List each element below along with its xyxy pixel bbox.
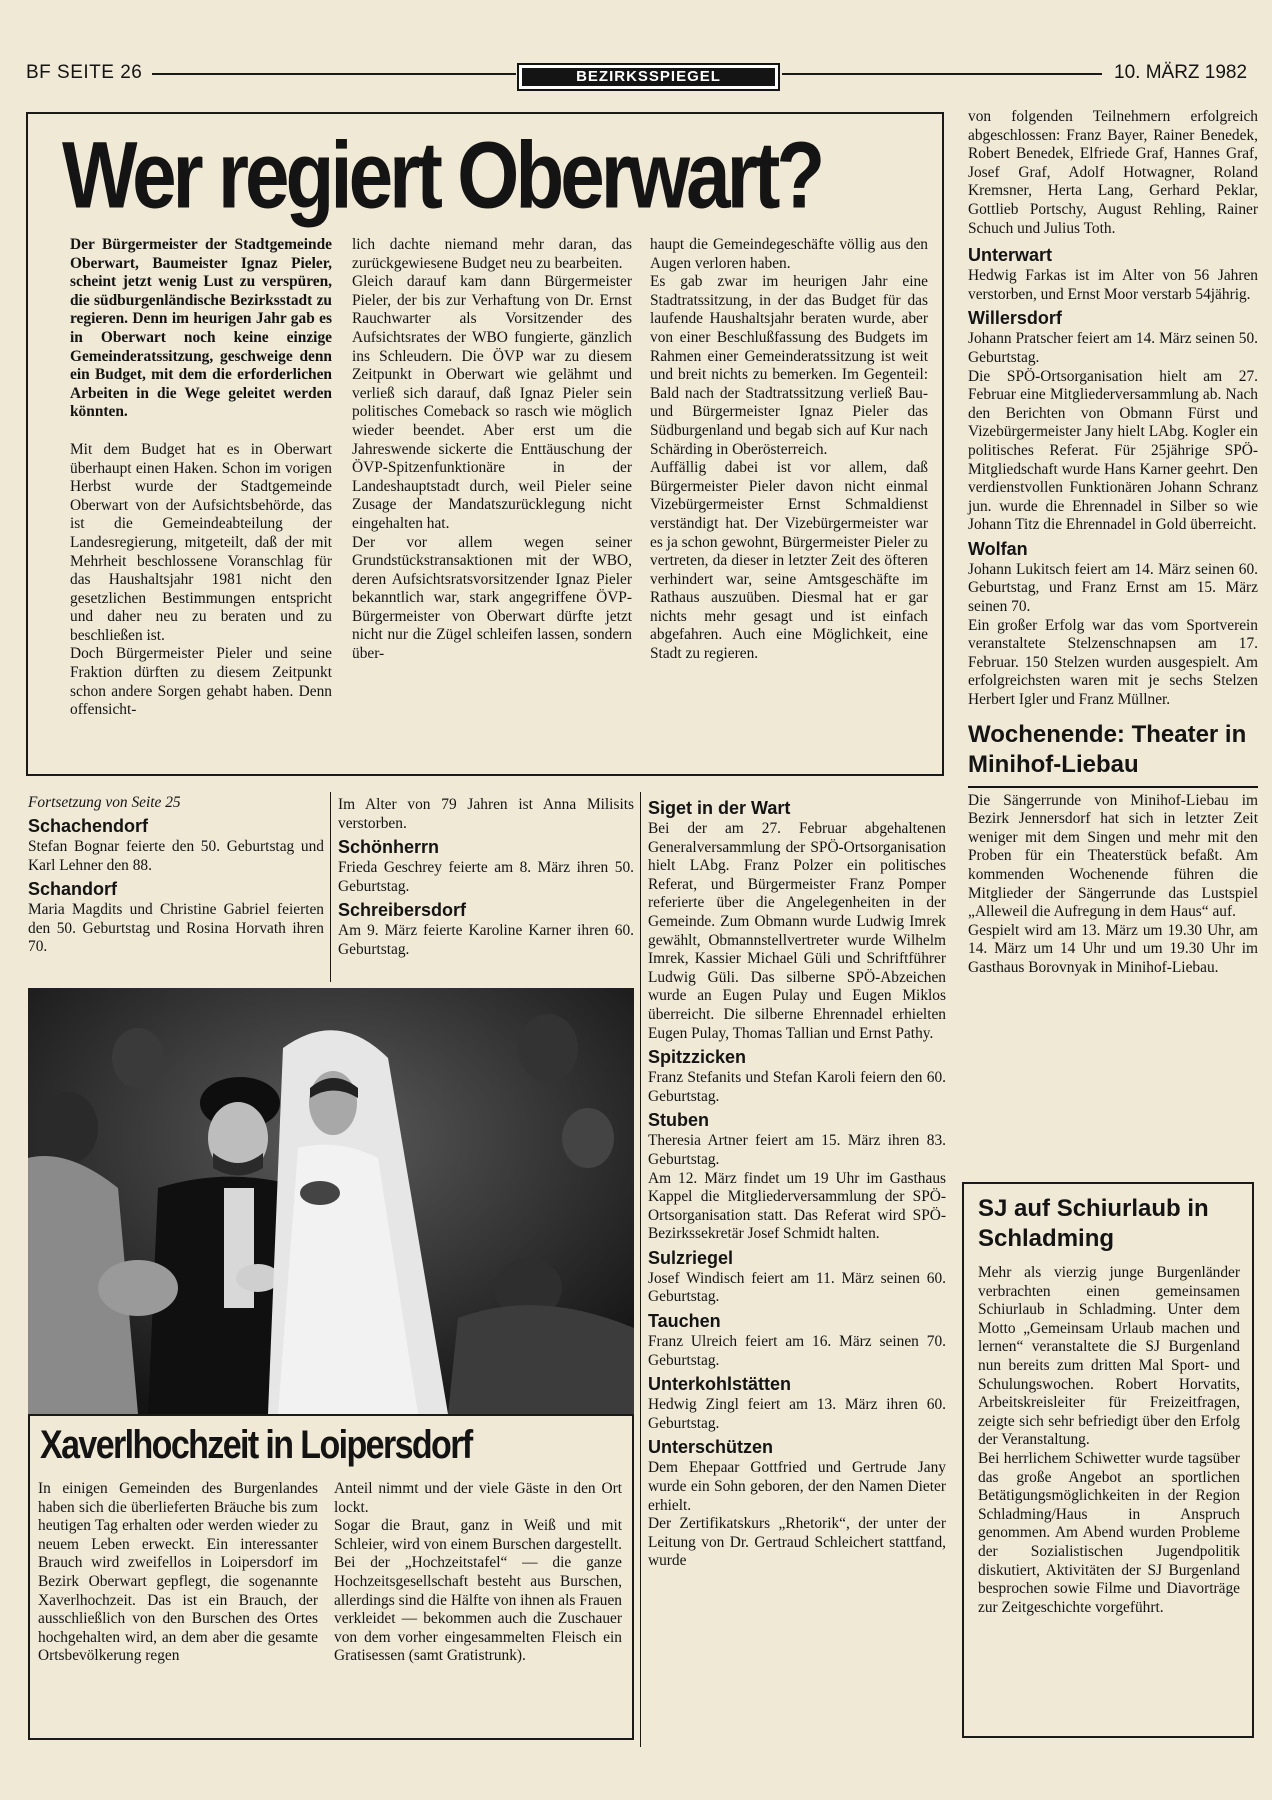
lead-col1-body: Mit dem Budget hat es in Oberwart überhaupt einen Haken. Schon im vorigen Herbst wurde der Stadtgemeinde Oberwart von der Aufsichtsbehörde, das ist die Gemeindeabteilung der Landesregierung, mitgeteilt, daß der mit Mehrheit beschlossene Voranschlag für das Haushaltsjahr 1981 nicht den gesetzlichen Bestimmungen entspricht und daher neu zu beraten und zu beschließen ist. Doch Bürgermeister Pieler und seine Fraktion dürften zu diesem Zeitpunkt schon andere Sorgen gehabt haben. Denn offensicht- (70, 440, 332, 719)
section-body-unterwart: Hedwig Farkas ist im Alter von 56 Jahren verstorben, und Ernst Moor verstarb 54jährig. (968, 267, 1258, 303)
section-head-schoenherrn: Schönherrn (338, 837, 440, 858)
local-col-3 (648, 794, 946, 1571)
xaver-col-1 (38, 1480, 318, 1666)
lead-col-2 (352, 236, 632, 664)
xaver-col1-body: In einigen Gemeinden des Burgenlandes haben sich die überlieferten Bräuche bis zum heutigen Tag erhalten oder werden wieder zu neuem Leben erweckt. Ein interessanter Brauch wird zweifellos in Loipersdorf im Bezirk Oberwart gepflegt, die sogenannte Xaverlhochzeit. Das ist ein Brauch, der ausschließlich von den Burschen des Ortes hochgehalten wird, an dem aber die gesamte Ortsbevölkerung regen (38, 1480, 318, 1665)
right-intro: von folgenden Teilnehmern erfolgreich abgeschlossen: Franz Bayer, Rainer Benedek, Robert Benedek, Elfriede Graf, Hannes Graf, Josef Graf, Adolf Hotwagner, Roland Kremsner, Herta Lang, Gerhard Peklar, Gottlieb Portschy, August Rehling, Rainer Schuch und Julius Toth. (968, 108, 1258, 237)
section-head-schreibersdorf: Schreibersdorf (338, 900, 467, 921)
xaver-col-2 (334, 1480, 622, 1666)
lead-col-3 (650, 236, 928, 664)
section-head-schandorf: Schandorf (28, 879, 118, 900)
section-body-stuben: Theresia Artner feiert am 15. März ihren 83. Geburtstag. Am 12. März findet um 19 Uhr im Gasthaus Kappel die Mitgliederversammlung der SPÖ-Ortsorganisation statt. Das Referat wird SPÖ-Bezirkssekretär Josef Schmidt halten. (648, 1132, 946, 1243)
section-body-wolfan: Johann Lukitsch feiert am 14. März seinen 60. Geburtstag, und Franz Ernst am 15. März seinen 70. Ein großer Erfolg war das vom Sportverein veranstaltete Stelzenschnapsen am 17. Februar. 150 Stelzen wurden ausgespielt. Am erfolgreichsten waren mit je sechs Stelzen Herbert Igler und Franz Müllner. (968, 560, 1258, 709)
section-head-unterschuetzen: Unterschützen (648, 1437, 774, 1458)
section-body-unterkohlstaetten: Hedwig Zingl feiert am 13. März ihren 60. Geburtstag. (648, 1396, 946, 1432)
continued-note: Fortsetzung von Seite 25 (28, 794, 181, 811)
sj-body: Mehr als vierzig junge Burgenländer verbrachten einen gemeinsamen Schiurlaub in Schladming. Unter dem Motto „Gemeinsam Urlaub machen und lernen“ veranstaltete die SJ Burgenland nun bereits zum dritten Mal Sport- und Schulungswochen. Robert Horvatits, Arbeitskreisleiter für Freizeitfragen, zeigte sich sehr befriedigt über den Erfolg der Veranstaltung. Bei herrlichem Schiwetter wurde tagsüber das große Angebot an sportlichen Betätigungsmöglichkeiten in der Region Schladming/Haus in Anspruch genommen. Am Abend wurden Probleme der Sozialistischen Jugendpolitik diskutiert, Aktivitäten der SJ Burgenland besprochen sowie Filme und Diavorträge zur Zeitgeschichte vorgeführt. (978, 1264, 1240, 1616)
section-body-schreibersdorf: Am 9. März feierte Karoline Karner ihren 60. Geburtstag. (338, 922, 634, 958)
section-body-tauchen: Franz Ulreich feiert am 16. März seinen 70. Geburtstag. (648, 1333, 946, 1369)
wedding-photo (28, 988, 634, 1414)
header-rule-right (782, 73, 1102, 75)
section-head-schachendorf: Schachendorf (28, 816, 149, 836)
local-col-1 (28, 794, 324, 957)
section-head-wolfan: Wolfan (968, 538, 1028, 559)
lead-article-title: Wer regiert Oberwart? (62, 122, 822, 228)
section-body-schandorf: Maria Magdits und Christine Gabriel feierten den 50. Geburtstag und Rosina Horvath ihren 70. (28, 901, 324, 956)
section-head-willersdorf: Willersdorf (968, 308, 1062, 329)
section-body-unterschuetzen: Dem Ehepaar Gottfried und Gertrude Jany wurde ein Sohn geboren, der den Namen Dieter erhielt. Der Zertifikatskurs „Rhetorik“, der unter der Leitung von Dr. Gertraud Schleichert stattfand, wurde (648, 1459, 946, 1570)
section-head-tauchen: Tauchen (648, 1311, 721, 1332)
issue-date: 10. MÄRZ 1982 (1108, 62, 1247, 84)
lead-paragraph: Der Bürgermeister der Stadtgemeinde Oberwart, Baumeister Ignaz Pieler, scheint jetzt wenig Lust zu verspüren, die südburgenländische Bezirksstadt zu regieren. Denn im heurigen Jahr gab es in Oberwart noch keine einzige Gemeinderatssitzung, geschweige denn ein Budget, mit dem die erforderlichen Arbeiten in die Wege geleitet werden könnten. (70, 236, 332, 421)
section-body-schoenherrn: Frieda Geschrey feierte am 8. März ihren 50. Geburtstag. (338, 859, 634, 895)
lead-col2-body: lich dachte niemand mehr daran, das zurückgewiesene Budget neu zu bearbeiten. Gleich darauf kam dann Bürgermeister Pieler, der bis zur Verhaftung von Dr. Ernst Rauchwarter als Vorsitzender des Aufsichtsrates der WBO fungierte, gänzlich ins Schleudern. Die ÖVP war zu diesem Zeitpunkt in Oberwart wie gelähmt und verließ sich darauf, daß Ignaz Pieler sein politisches Comeback so rasch wie möglich wieder beendet. Aber erst um die Jahreswende sickerte die Enttäuschung der ÖVP-Spitzenfunktionäre in der Landeshauptstadt durch, weil Pieler seine Zusage der Mandatszurücklegung nicht eingehalten hat. Der vor allem wegen seiner Grundstückstransaktionen mit der WBO, deren Aufsichtsratsvorsitzender Ignaz Pieler bekanntlich war, stark angegriffene ÖVP-Bürgermeister von Oberwart dürfte jetzt nicht nur die Zügel schleifen lassen, sondern über- (352, 236, 632, 663)
header-rule-left (152, 73, 516, 75)
section-body-sulzriegel: Josef Windisch feiert am 11. März seinen 60. Geburtstag. (648, 1269, 946, 1306)
xaver-title: Xaverlhochzeit in Loipersdorf (40, 1423, 472, 1468)
section-body-siget: Bei der am 27. Februar abgehaltenen Generalversammlung der SPÖ-Ortsorganisation hielt LAbg. Franz Polzer ein politisches Referat, und Bürgermeister Franz Pomper referierte über die Angelegenheiten in der Gemeinde. Zum Obmann wurde Ludwig Imrek gewählt, Obmannstellvertreter wurde Wilhelm Imrek, Kassier Michael Güli und Schriftführer Ludwig Güli. Das silberne SPÖ-Abzeichen wurde an Eugen Pulay und Eugen Miklos überreicht. Die silberne Ehrennadel erhielten Eugen Pulay, Thomas Tallian und Ernst Pathy. (648, 820, 946, 1042)
milisits-note: Im Alter von 79 Jahren ist Anna Milisits verstorben. (338, 796, 634, 832)
lead-col3-body: haupt die Gemeindegeschäfte völlig aus den Augen verloren haben. Es gab zwar im heurigen Jahr eine Stadtratssitzung, in der das Budget für das laufende Haushaltsjahr beraten wurde, aber von einer Beschlußfassung des Budgets im Rahmen einer Gemeinderatssitzung ist weit und breit nichts zu bemerken. Im Gegenteil: Bald nach der Stadtratssitzung verließ Bau- und Bürgermeister Ignaz Pieler das Südburgenland und begab sich auf Kur nach Schärding in Oberösterreich. Auffällig dabei ist vor allem, daß Bürgermeister Pieler davon nicht einmal Vizebürgermeister Ernst Schmaldienst verständigt hat. Der Vizebürgermeister war es ja schon gewohnt, Bürgermeister Pieler zu vertreten, da dieser in letzter Zeit des öfteren verhindert war, seine Amtsgeschäfte im Rathaus auszuüben. Diesmal hat er gar nichts mehr gesagt und ist einfach abgefahren. Auch eine Möglichkeit, eine Stadt zu regieren. (650, 236, 928, 663)
section-banner (517, 63, 780, 91)
section-head-stuben: Stuben (648, 1110, 709, 1131)
sj-box (962, 1182, 1254, 1738)
right-column (968, 108, 1258, 978)
section-banner-label: BEZIRKSSPIEGEL (522, 68, 775, 86)
sj-title: SJ auf Schiurlaub in Schladming (978, 1195, 1209, 1252)
wedding-photo-image (28, 988, 634, 1414)
section-head-unterwart: Unterwart (968, 245, 1053, 266)
section-head-siget: Siget in der Wart (648, 798, 791, 818)
theater-body: Die Sängerrunde von Minihof-Liebau im Bezirk Jennersdorf hat sich in letzter Zeit weniger mit dem Singen und mehr mit den Proben für ein Theaterstück befaßt. Am kommenden Wochenende führen die Mitglieder der Sängerrunde das Lustspiel „Alleweil die Aufregung in dem Haus“ auf. Gespielt wird am 13. März um 19.30 Uhr, am 14. März um 14 Uhr und um 19.30 Uhr im Gasthaus Borovnyak in Minihof-Liebau. (968, 791, 1258, 976)
section-body-willersdorf: Johann Pratscher feiert am 14. März seinen 50. Geburtstag. Die SPÖ-Ortsorganisation hielt am 27. Februar eine Mitgliederversammlung ab. Nach den Berichten von Obmann Fürst und Vizebürgermeister Jany hielt LAbg. Kogler ein politisches Referat. Für 25jährige SPÖ-Mitgliedschaft wurde Hans Karner geehrt. Den verdienstvollen Funktionären Johann Schranz jun. wurde die Ehrennadel in Silber so wie Johann Titz die Ehrennadel in Gold überreicht. (968, 330, 1258, 534)
section-body-schachendorf: Stefan Bognar feierte den 50. Geburtstag und Karl Lehner den 88. (28, 838, 324, 874)
lead-col-1 (70, 236, 332, 720)
column-divider-2 (640, 792, 641, 1747)
section-head-unterkohlstaetten: Unterkohlstätten (648, 1374, 792, 1395)
theater-title: Wochenende: Theater in Minihof-Liebau (968, 720, 1258, 788)
section-head-spitzzicken: Spitzzicken (648, 1047, 747, 1068)
section-body-spitzzicken: Franz Stefanits und Stefan Karoli feiern den 60. Geburtstag. (648, 1069, 946, 1105)
local-col-2 (338, 796, 634, 960)
section-head-sulzriegel: Sulzriegel (648, 1247, 734, 1268)
xaver-col2-body: Anteil nimmt und der viele Gäste in den Ort lockt. Sogar die Braut, ganz in Weiß und mit Schleier, wird von einem Burschen dargestellt. Bei der „Hochzeitstafel“ — die ganze Hochzeitsgesellschaft besteht aus Burschen, allerdings sind die Hälfte von ihnen als Frauen verkleidet — bekommen auch die Zuschauer von dem vorher eingesammelten Fleisch ein Gratisessen (samt Gratistrunk). (334, 1480, 622, 1665)
page-number: BF SEITE 26 (26, 62, 143, 83)
column-divider-1 (330, 792, 331, 982)
